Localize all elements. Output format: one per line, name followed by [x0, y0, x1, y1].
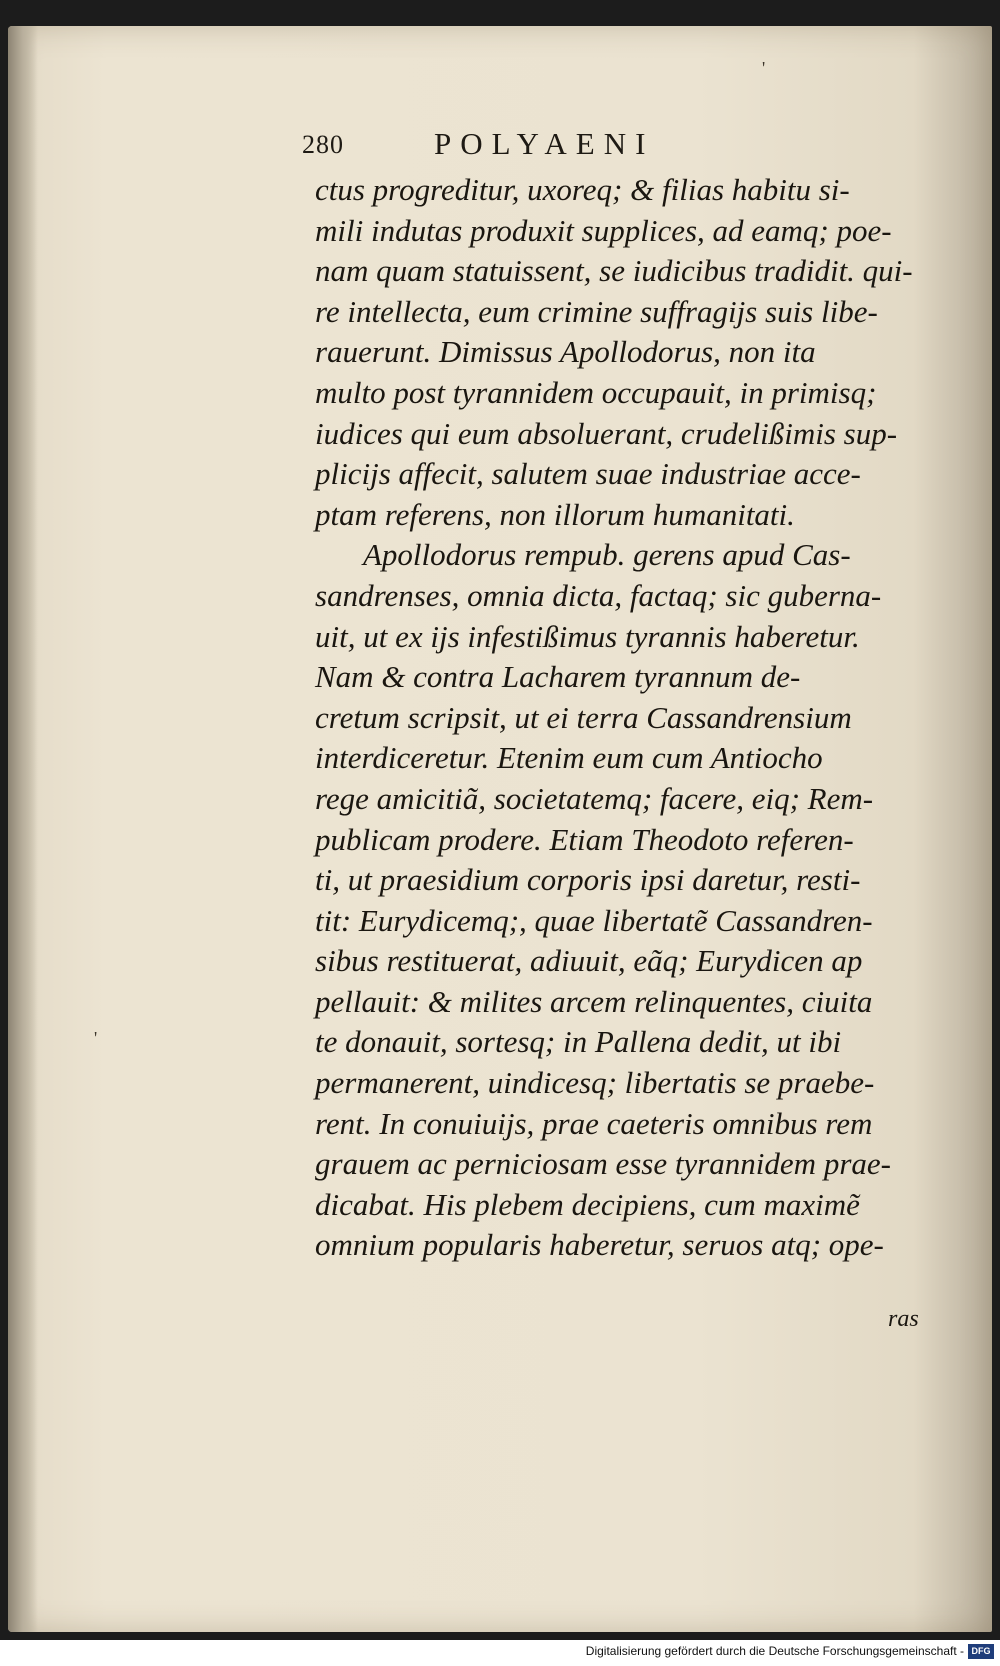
page-header: [302, 126, 902, 166]
text-line: omnium popularis haberetur, seruos atq; ope-: [315, 1227, 884, 1263]
text-line: pellauit: & milites arcem relinquentes, ciuita: [315, 983, 873, 1019]
text-line: rent. In conuiuijs, prae caeteris omnibus rem: [315, 1105, 873, 1141]
text-line: interdiceretur. Etenim eum cum Antiocho: [315, 740, 823, 776]
text-line: rauerunt. Dimissus Apollodorus, non ita: [315, 334, 816, 370]
text-line: nam quam statuissent, se iudicibus tradidit. qui-: [315, 253, 913, 289]
text-line: sibus restituerat, adiuuit, eãq; Eurydicen ap: [315, 943, 863, 979]
text-line: multo post tyrannidem occupauit, in primisq;: [315, 374, 877, 410]
text-line: mili indutas produxit supplices, ad eamq; poe-: [315, 212, 892, 248]
text-line: dicabat. His plebem decipiens, cum maximẽ: [315, 1186, 860, 1222]
page-gutter: [8, 26, 38, 1632]
text-line: grauem ac perniciosam esse tyrannidem prae-: [315, 1146, 891, 1182]
text-line: publicam prodere. Etiam Theodoto referen-: [315, 821, 854, 857]
digitization-credit: Digitalisierung gefördert durch die Deutsche Forschungsgemeinschaft -: [585, 1644, 964, 1658]
text-line: cretum scripsit, ut ei terra Cassandrensium: [315, 699, 852, 735]
text-line: iudices qui eum absoluerant, crudelißimis sup-: [315, 415, 898, 451]
text-line: sandrenses, omnia dicta, factaq; sic guberna-: [315, 577, 882, 613]
text-line: ctus progreditur, uxoreq; & filias habitu si-: [315, 172, 850, 207]
digitization-footer: [0, 1640, 1000, 1666]
catchword: ras: [888, 1306, 919, 1332]
running-head: POLYAENI: [434, 126, 655, 161]
text-line: re intellecta, eum crimine suffragijs suis libe-: [315, 293, 878, 329]
text-line: rege amicitiã, societatemq; facere, eiq; Rem-: [315, 780, 874, 816]
text-line: plicijs affecit, salutem suae industriae acce-: [315, 456, 861, 492]
text-line: Nam & contra Lacharem tyrannum de-: [315, 659, 801, 695]
text-line: ptam referens, non illorum humanitati.: [315, 496, 795, 532]
text-line: permanerent, uindicesq; libertatis se praebe-: [315, 1065, 875, 1101]
text-line: ti, ut praesidium corporis ipsi daretur, resti-: [315, 862, 861, 898]
body-text: [315, 170, 925, 1266]
paragraph-start-line: Apollodorus rempub. gerens apud Cas-: [363, 537, 851, 573]
paper-speck: ': [762, 58, 766, 78]
paper-speck: ': [94, 1028, 98, 1048]
page-number: 280: [302, 130, 344, 159]
text-line: tit: Eurydicemq;, quae libertatẽ Cassandren-: [315, 902, 873, 938]
text-line: te donauit, sortesq; in Pallena dedit, ut ibi: [315, 1024, 842, 1060]
dfg-logo: DFG: [968, 1644, 994, 1659]
text-line: uit, ut ex ijs infestißimus tyrannis haberetur.: [315, 618, 860, 654]
